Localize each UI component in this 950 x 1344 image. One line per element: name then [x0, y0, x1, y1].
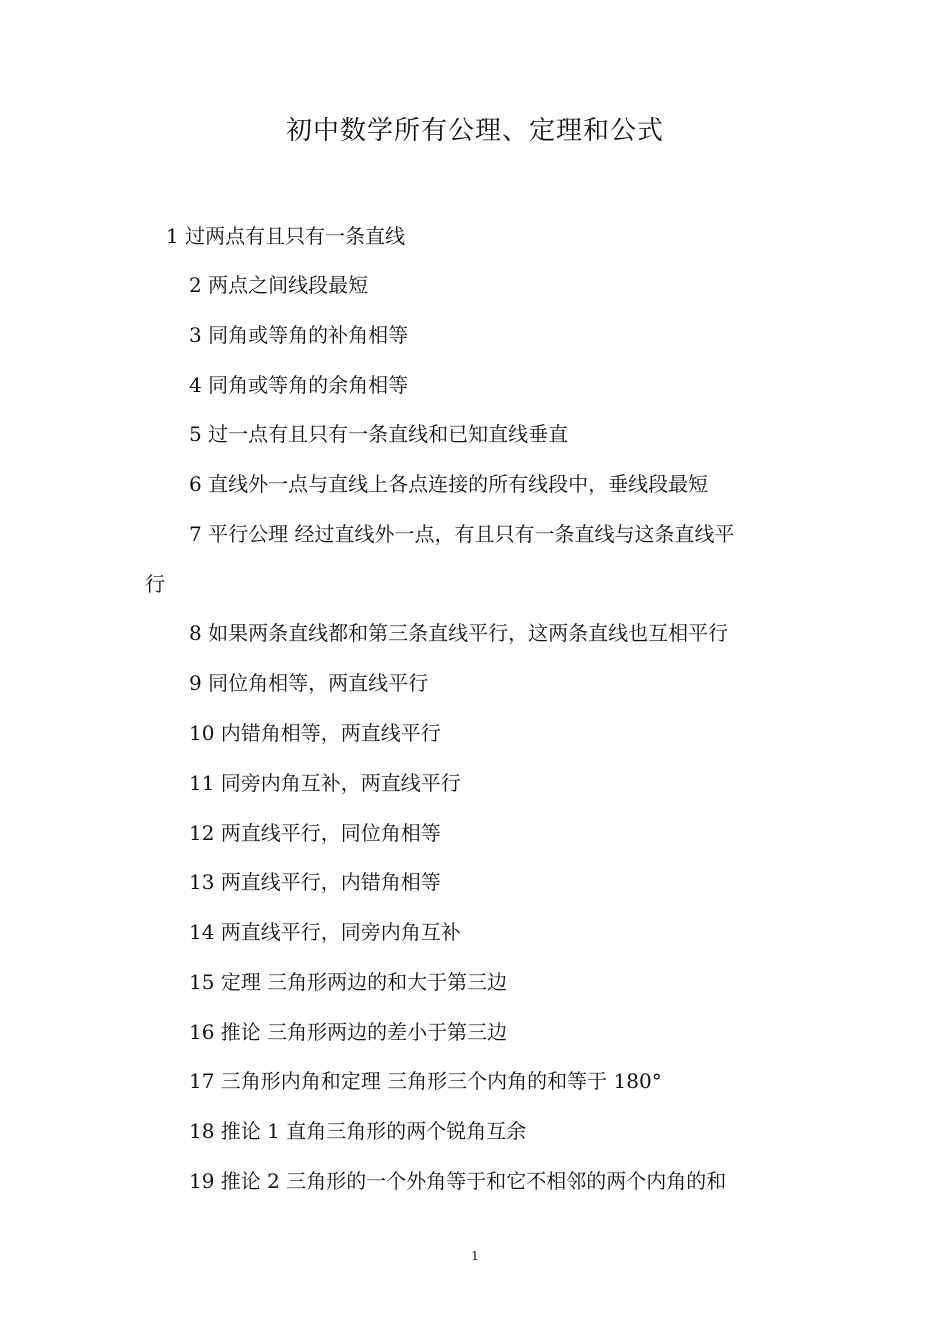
page-number: 1 — [471, 1249, 479, 1263]
statement-item: 1 过两点有且只有一条直线 — [166, 224, 406, 248]
statement-item: 8 如果两条直线都和第三条直线平行，这两条直线也互相平行 — [189, 621, 729, 645]
page-title: 初中数学所有公理、定理和公式 — [285, 116, 664, 146]
statement-item: 18 推论 1 直角三角形的两个锐角互余 — [189, 1119, 527, 1143]
statement-item: 4 同角或等角的余角相等 — [189, 373, 409, 397]
statement-item: 13 两直线平行，内错角相等 — [189, 870, 441, 894]
statement-item: 15 定理 三角形两边的和大于第三边 — [189, 970, 508, 994]
statement-item: 6 直线外一点与直线上各点连接的所有线段中，垂线段最短 — [189, 472, 709, 496]
statement-item: 5 过一点有且只有一条直线和已知直线垂直 — [189, 422, 569, 446]
statement-item: 9 同位角相等，两直线平行 — [189, 671, 429, 695]
statement-item: 3 同角或等角的补角相等 — [189, 323, 409, 347]
statement-item: 19 推论 2 三角形的一个外角等于和它不相邻的两个内角的和 — [189, 1169, 727, 1193]
statement-item: 14 两直线平行，同旁内角互补 — [189, 920, 461, 944]
statement-item: 11 同旁内角互补，两直线平行 — [189, 771, 461, 795]
statement-item: 10 内错角相等，两直线平行 — [189, 721, 441, 745]
statement-item: 7 平行公理 经过直线外一点，有且只有一条直线与这条直线平 — [189, 522, 735, 546]
statement-item: 2 两点之间线段最短 — [189, 273, 369, 297]
statement-item: 12 两直线平行，同位角相等 — [189, 821, 441, 845]
statement-item-continuation: 行 — [145, 572, 165, 596]
statement-item: 17 三角形内角和定理 三角形三个内角的和等于 180° — [189, 1069, 662, 1093]
statement-item: 16 推论 三角形两边的差小于第三边 — [189, 1020, 508, 1044]
